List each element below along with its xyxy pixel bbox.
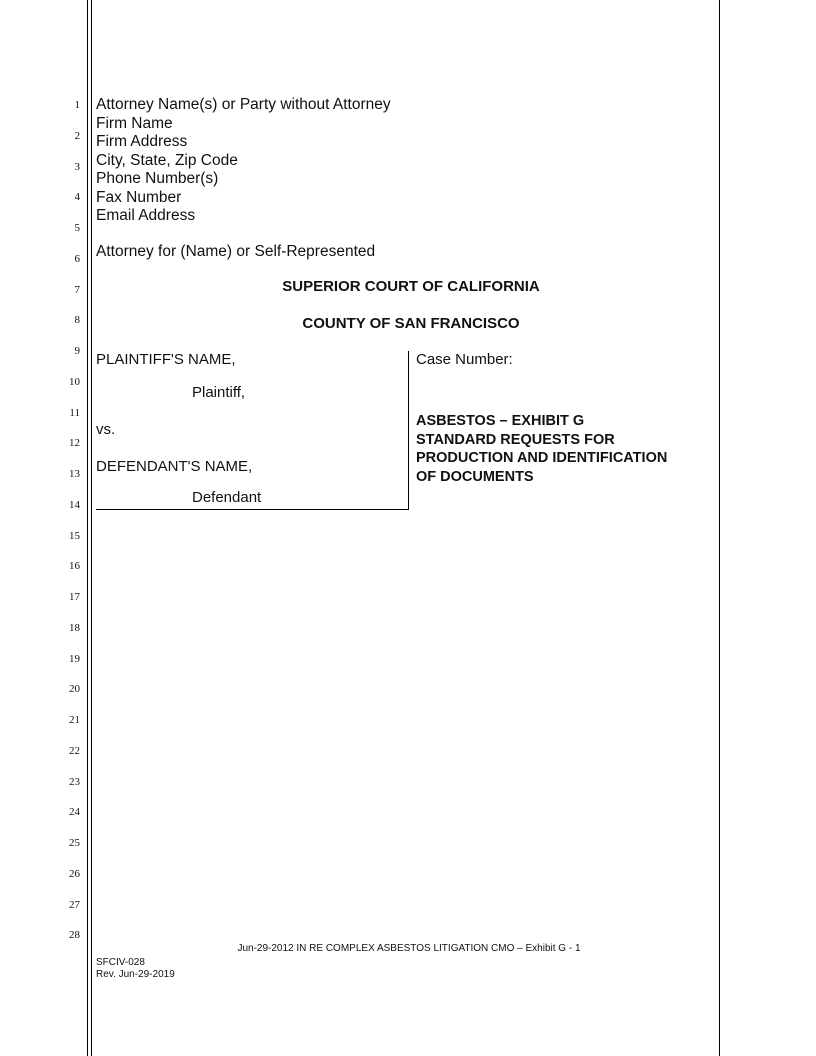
document-title-line: OF DOCUMENTS (416, 468, 534, 485)
line-number: 28 (69, 929, 80, 942)
attorney-name-line: Attorney Name(s) or Party without Attorney (96, 96, 391, 113)
versus-label: vs. (96, 421, 116, 438)
line-number: 10 (69, 375, 80, 388)
line-number: 26 (69, 867, 80, 880)
form-revision: Rev. Jun-29-2019 (96, 969, 175, 980)
line-number: 9 (74, 345, 80, 357)
line-number: 12 (69, 437, 80, 450)
defendant-name: DEFENDANT'S NAME, (96, 458, 253, 475)
line-number: 8 (74, 314, 80, 327)
form-number: SFCIV-028 (96, 957, 145, 968)
fax-line: Fax Number (96, 188, 182, 206)
line-number: 7 (74, 283, 80, 296)
firm-address-line: Firm Address (96, 133, 188, 150)
line-number: 18 (69, 621, 80, 634)
line-number: 6 (74, 252, 80, 265)
document-title-line: STANDARD REQUESTS FOR (416, 431, 615, 448)
line-number: 25 (69, 837, 80, 849)
line-number: 3 (74, 160, 80, 173)
line-number: 15 (69, 529, 80, 542)
line-number: 22 (69, 744, 80, 757)
city-state-zip-line: City, State, Zip Code (96, 151, 238, 169)
form-identifier (96, 957, 175, 981)
firm-name-line: Firm Name (96, 114, 173, 132)
line-number: 11 (69, 406, 80, 419)
line-number: 1 (74, 99, 80, 111)
phone-line: Phone Number(s) (96, 170, 219, 187)
attorney-block (96, 96, 391, 226)
plaintiff-name: PLAINTIFF'S NAME, (96, 351, 236, 368)
plaintiff-label: Plaintiff, (192, 384, 246, 401)
email-line: Email Address (96, 207, 196, 224)
line-number: 14 (69, 498, 80, 511)
line-number: 2 (74, 129, 80, 142)
county-name: COUNTY OF SAN FRANCISCO (302, 315, 520, 332)
document-title (416, 412, 716, 486)
line-number: 20 (69, 683, 80, 696)
defendant-label: Defendant (192, 489, 262, 506)
line-number: 23 (69, 775, 80, 788)
case-caption-box (96, 351, 409, 510)
attorney-for-line: Attorney for (Name) or Self-Represented (96, 243, 376, 260)
line-number: 16 (69, 560, 80, 573)
document-title-line: PRODUCTION AND IDENTIFICATION (416, 450, 668, 466)
case-number-label: Case Number: (416, 351, 513, 368)
left-margin-rule-outer (87, 0, 88, 1056)
line-number: 4 (74, 191, 80, 204)
line-number: 24 (69, 806, 80, 819)
line-number: 17 (69, 591, 80, 603)
line-number: 5 (74, 222, 80, 234)
footer-citation: Jun-29-2012 IN RE COMPLEX ASBESTOS LITIGATION CMO – Exhibit G - 1 (237, 943, 581, 954)
line-number: 13 (69, 468, 80, 480)
left-margin-rule-inner (91, 0, 92, 1056)
right-margin-rule (719, 0, 720, 1056)
line-number: 27 (69, 898, 80, 911)
line-number: 19 (69, 652, 80, 665)
court-name: SUPERIOR COURT OF CALIFORNIA (282, 278, 540, 295)
line-number: 21 (69, 714, 80, 726)
document-title-line: ASBESTOS – EXHIBIT G (416, 413, 585, 429)
